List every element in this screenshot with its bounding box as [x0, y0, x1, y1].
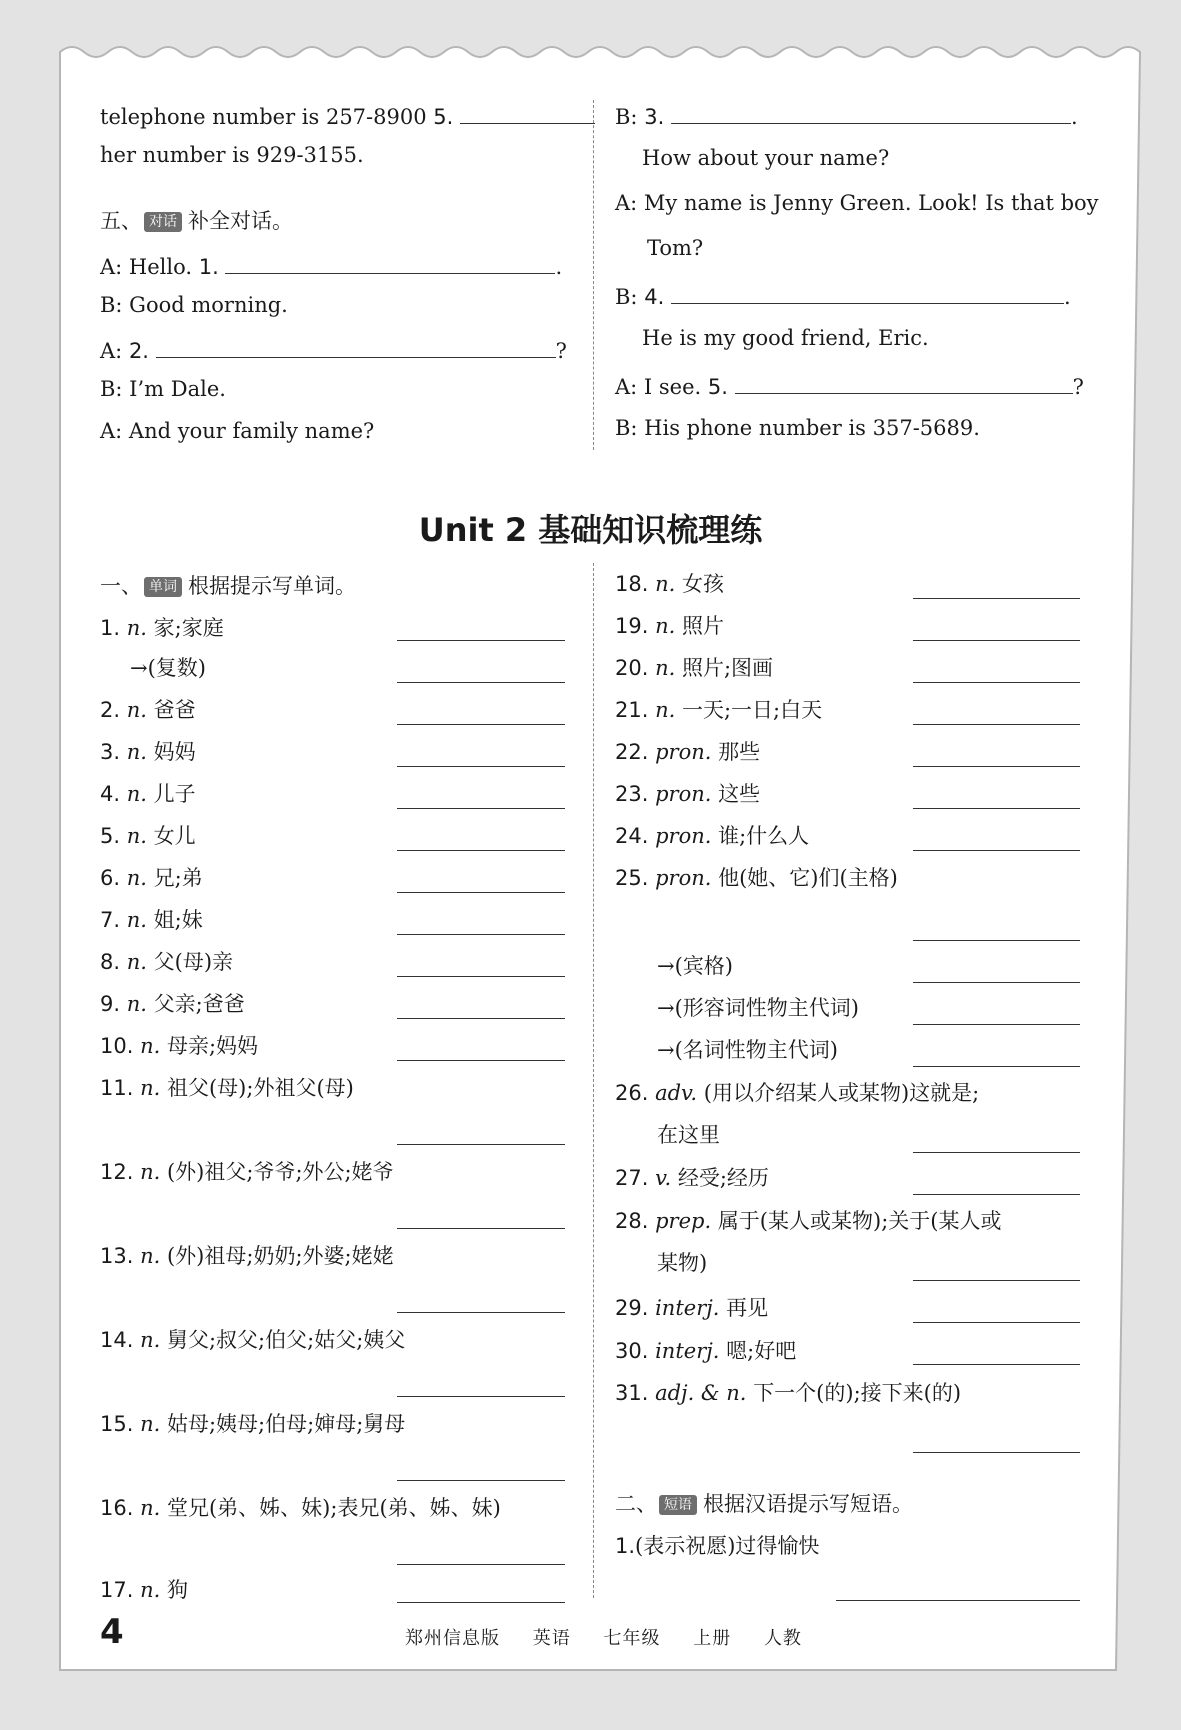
item-hint: →(名词性物主代词) — [657, 1038, 838, 1062]
item-number: 17. — [100, 1578, 134, 1602]
item-number: 2. — [100, 698, 121, 722]
item-number: 14. — [100, 1328, 134, 1352]
dialog-line: He is my good friend, Eric. — [642, 326, 929, 350]
part-of-speech: n. — [126, 740, 147, 764]
answer-blank[interactable] — [913, 807, 1080, 809]
item-hint: 爸爸 — [153, 698, 196, 722]
item-number: 22. — [615, 740, 649, 764]
part-of-speech: pron. — [655, 866, 712, 890]
answer-blank[interactable] — [397, 1017, 565, 1019]
answer-blank[interactable] — [460, 97, 595, 124]
item-hint: 女孩 — [681, 572, 724, 596]
answer-blank[interactable] — [913, 765, 1080, 767]
answer-blank[interactable] — [913, 597, 1080, 599]
answer-blank[interactable] — [913, 681, 1080, 683]
unit-title: Unit 2 基础知识梳理练 — [418, 511, 763, 549]
item-hint: 姐;妹 — [153, 908, 203, 932]
word-item — [100, 820, 196, 852]
answer-blank[interactable] — [913, 1321, 1080, 1323]
dialog-line: How about your name? — [642, 146, 890, 170]
item-hint: 他(她、它)们(主格) — [718, 866, 898, 890]
section-badge: 短语 — [659, 1495, 697, 1515]
footer-publisher: 人教 — [763, 1628, 802, 1649]
answer-blank[interactable] — [397, 1311, 565, 1313]
word-item — [100, 778, 196, 810]
part-of-speech: n. — [140, 1076, 161, 1100]
answer-blank[interactable] — [836, 1599, 1080, 1601]
section-5-heading: 五、 对话 补全对话。 — [100, 209, 293, 233]
part-of-speech: n. — [126, 824, 147, 848]
word-item — [100, 1030, 258, 1062]
item-hint: 母亲;妈妈 — [166, 1034, 259, 1058]
answer-blank[interactable] — [913, 939, 1080, 941]
answer-blank[interactable] — [913, 1363, 1080, 1365]
item-number: 5. — [100, 824, 121, 848]
item-hint: 嗯;好吧 — [726, 1339, 797, 1363]
item-hint: 堂兄(弟、姊、妹);表兄(弟、姊、妹) — [166, 1496, 501, 1520]
item-number: 13. — [100, 1244, 134, 1268]
item-hint: 父亲;爸爸 — [153, 992, 245, 1016]
answer-blank[interactable] — [397, 975, 565, 977]
item-number: 8. — [100, 950, 121, 974]
part-of-speech: n. — [126, 698, 147, 722]
item-hint: →(形容词性物主代词) — [657, 996, 859, 1020]
item-hint: 狗 — [166, 1578, 188, 1602]
part-of-speech: n. — [655, 698, 676, 722]
item-number: 21. — [615, 698, 649, 722]
item-hint: 父(母)亲 — [153, 950, 234, 974]
word-item — [615, 1205, 1001, 1237]
word-item — [657, 992, 859, 1024]
word-item — [100, 1492, 501, 1524]
word-item — [615, 778, 760, 810]
item-number: 29. — [615, 1296, 649, 1320]
item-number: 10. — [100, 1034, 134, 1058]
word-item — [615, 1077, 979, 1109]
column-divider — [593, 563, 594, 1598]
item-number: 18. — [615, 572, 649, 596]
answer-blank[interactable] — [397, 1227, 565, 1229]
dialog-line: A: I see. 5. ? — [615, 367, 1084, 399]
footer-grade: 七年级 — [603, 1628, 661, 1649]
word-item — [615, 1377, 961, 1409]
answer-blank[interactable] — [397, 765, 565, 767]
item-number: 7. — [100, 908, 121, 932]
item-number: 31. — [615, 1381, 649, 1405]
item-number: 19. — [615, 614, 649, 638]
part-of-speech: interj. — [655, 1296, 720, 1320]
page-number: 4 — [100, 1612, 124, 1652]
word-item — [100, 1324, 405, 1356]
footer — [405, 1624, 828, 1650]
part-of-speech: n. — [126, 992, 147, 1016]
word-item — [615, 652, 773, 684]
item-hint: 兄;弟 — [153, 866, 203, 890]
item-number: 27. — [615, 1166, 649, 1190]
answer-blank[interactable] — [913, 1193, 1080, 1195]
answer-blank[interactable] — [397, 681, 565, 683]
word-item — [100, 946, 233, 978]
answer-blank[interactable] — [156, 331, 556, 358]
word-item — [100, 736, 196, 768]
item-hint: (外)祖母;奶奶;外婆;姥姥 — [166, 1244, 394, 1268]
item-hint: 属于(某人或某物);关于(某人或 — [717, 1209, 1002, 1233]
word-item — [100, 988, 245, 1020]
column-divider — [593, 100, 594, 450]
item-number: 20. — [615, 656, 649, 680]
answer-blank[interactable] — [397, 1479, 565, 1481]
answer-blank[interactable] — [671, 97, 1071, 124]
part-of-speech: adj. & n. — [655, 1381, 747, 1405]
word-item — [615, 568, 724, 600]
item-number: 25. — [615, 866, 649, 890]
item-number: 1. — [100, 616, 121, 640]
word-item — [615, 1162, 769, 1194]
word-item — [615, 1335, 796, 1367]
item-number: 24. — [615, 824, 649, 848]
word-item — [100, 1156, 394, 1188]
item-hint: (外)祖父;爷爷;外公;姥爷 — [166, 1160, 394, 1184]
item-number: 26. — [615, 1081, 649, 1105]
footer-edition: 郑州信息版 — [405, 1628, 500, 1649]
answer-blank[interactable] — [397, 1563, 565, 1565]
dialog-line: B: 3. . — [615, 97, 1078, 129]
answer-blank[interactable] — [397, 807, 565, 809]
answer-blank[interactable] — [225, 247, 555, 274]
item-hint: 姑母;姨母;伯母;婶母;舅母 — [166, 1412, 406, 1436]
word-item — [100, 1240, 394, 1272]
word-item — [100, 1574, 188, 1606]
item-hint: 那些 — [718, 740, 761, 764]
part-of-speech: pron. — [655, 740, 712, 764]
word-item — [657, 1034, 838, 1066]
part-of-speech: n. — [140, 1412, 161, 1436]
part-of-speech: n. — [126, 908, 147, 932]
answer-blank[interactable] — [397, 1059, 565, 1061]
dialog-line: B: 4. . — [615, 277, 1071, 309]
item-hint: →(宾格) — [657, 954, 733, 978]
word-item — [100, 694, 196, 726]
part-of-speech: n. — [140, 1160, 161, 1184]
part-of-speech: pron. — [655, 782, 712, 806]
part-of-speech: n. — [126, 950, 147, 974]
answer-blank[interactable] — [913, 723, 1080, 725]
item-number: 12. — [100, 1160, 134, 1184]
part-of-speech: prep. — [655, 1209, 712, 1233]
part-of-speech: pron. — [655, 824, 712, 848]
dialog-line: Tom? — [647, 236, 704, 260]
part-of-speech: adv. — [655, 1081, 698, 1105]
dialog-line: A: My name is Jenny Green. Look! Is that boy — [615, 191, 1099, 215]
item-number: 9. — [100, 992, 121, 1016]
part-of-speech: n. — [655, 656, 676, 680]
item-number: 16. — [100, 1496, 134, 1520]
item-hint: 谁;什么人 — [718, 824, 810, 848]
part-of-speech: n. — [140, 1244, 161, 1268]
dialog-line: her number is 929-3155. — [100, 143, 364, 167]
part-of-speech: n. — [126, 782, 147, 806]
dialog-line: A: Hello. 1. . — [100, 247, 562, 279]
answer-blank[interactable] — [397, 849, 565, 851]
item-hint: 这些 — [718, 782, 761, 806]
item-number: 6. — [100, 866, 121, 890]
section-2-heading: 二、 短语 根据汉语提示写短语。 — [615, 1492, 913, 1516]
item-number: 4. — [100, 782, 121, 806]
section-1-heading: 一、 单词 根据提示写单词。 — [100, 574, 356, 598]
part-of-speech: n. — [140, 1578, 161, 1602]
word-item — [615, 820, 809, 852]
item-number: 11. — [100, 1076, 134, 1100]
item-hint: 女儿 — [153, 824, 196, 848]
word-item — [657, 1247, 707, 1279]
answer-blank[interactable] — [397, 1601, 565, 1603]
section-badge: 单词 — [144, 577, 182, 597]
answer-blank[interactable] — [397, 891, 565, 893]
answer-blank[interactable] — [671, 277, 1064, 304]
word-item — [100, 862, 203, 894]
item-hint: 再见 — [726, 1296, 769, 1320]
answer-blank[interactable] — [397, 639, 565, 641]
answer-blank[interactable] — [397, 1395, 565, 1397]
item-hint: 照片;图画 — [681, 656, 774, 680]
item-hint: (用以介绍某人或某物)这就是; — [703, 1081, 980, 1105]
word-item — [615, 694, 822, 726]
part-of-speech: n. — [140, 1034, 161, 1058]
part-of-speech: n. — [655, 572, 676, 596]
part-of-speech: n. — [140, 1328, 161, 1352]
part-of-speech: v. — [655, 1166, 672, 1190]
item-number: 30. — [615, 1339, 649, 1363]
dialog-line: B: Good morning. — [100, 293, 288, 317]
dialog-line: A: And your family name? — [100, 419, 375, 443]
phrase-item: 1.(表示祝愿)过得愉快 — [615, 1534, 820, 1558]
word-item — [100, 904, 203, 936]
item-number: 15. — [100, 1412, 134, 1436]
item-hint: 妈妈 — [153, 740, 196, 764]
item-hint: 某物) — [657, 1251, 708, 1275]
word-item — [615, 862, 898, 894]
answer-blank[interactable] — [397, 723, 565, 725]
item-hint: 儿子 — [153, 782, 196, 806]
word-item — [657, 950, 733, 982]
answer-blank[interactable] — [913, 981, 1080, 983]
part-of-speech: n. — [126, 866, 147, 890]
answer-blank[interactable] — [397, 933, 565, 935]
footer-subject: 英语 — [532, 1628, 571, 1649]
answer-blank[interactable] — [397, 1143, 565, 1145]
word-item — [615, 736, 760, 768]
answer-blank[interactable] — [735, 367, 1073, 394]
section-badge: 对话 — [144, 212, 182, 232]
part-of-speech: interj. — [655, 1339, 720, 1363]
answer-blank[interactable] — [913, 1151, 1080, 1153]
answer-blank[interactable] — [913, 1451, 1080, 1453]
item-hint: 一天;一日;白天 — [681, 698, 823, 722]
word-item — [100, 612, 224, 644]
item-number: 23. — [615, 782, 649, 806]
item-number: 3. — [100, 740, 121, 764]
part-of-speech: n. — [140, 1496, 161, 1520]
word-item — [100, 1072, 354, 1104]
item-hint: 经受;经历 — [677, 1166, 769, 1190]
part-of-speech: n. — [126, 616, 147, 640]
word-item — [100, 1408, 405, 1440]
item-hint: 家;家庭 — [153, 616, 224, 640]
item-hint: →(复数) — [130, 656, 206, 680]
part-of-speech: n. — [655, 614, 676, 638]
word-item — [615, 1292, 768, 1324]
dialog-line: B: I’m Dale. — [100, 377, 226, 401]
answer-blank[interactable] — [913, 1279, 1080, 1281]
word-item — [130, 652, 206, 684]
item-hint: 下一个(的);接下来(的) — [753, 1381, 962, 1405]
item-hint: 照片 — [681, 614, 724, 638]
item-hint: 祖父(母);外祖父(母) — [166, 1076, 354, 1100]
answer-blank[interactable] — [913, 849, 1080, 851]
answer-blank[interactable] — [913, 1023, 1080, 1025]
footer-volume: 上册 — [693, 1628, 732, 1649]
word-item — [657, 1119, 720, 1151]
word-item — [615, 610, 724, 642]
answer-blank[interactable] — [913, 1065, 1080, 1067]
answer-blank[interactable] — [913, 639, 1080, 641]
item-hint: 在这里 — [657, 1123, 720, 1147]
dialog-line: A: 2. ? — [100, 331, 567, 363]
dialog-line: telephone number is 257-8900 5. — [100, 97, 595, 129]
dialog-line: B: His phone number is 357-5689. — [615, 416, 980, 440]
item-hint: 舅父;叔父;伯父;姑父;姨父 — [166, 1328, 406, 1352]
item-number: 28. — [615, 1209, 649, 1233]
